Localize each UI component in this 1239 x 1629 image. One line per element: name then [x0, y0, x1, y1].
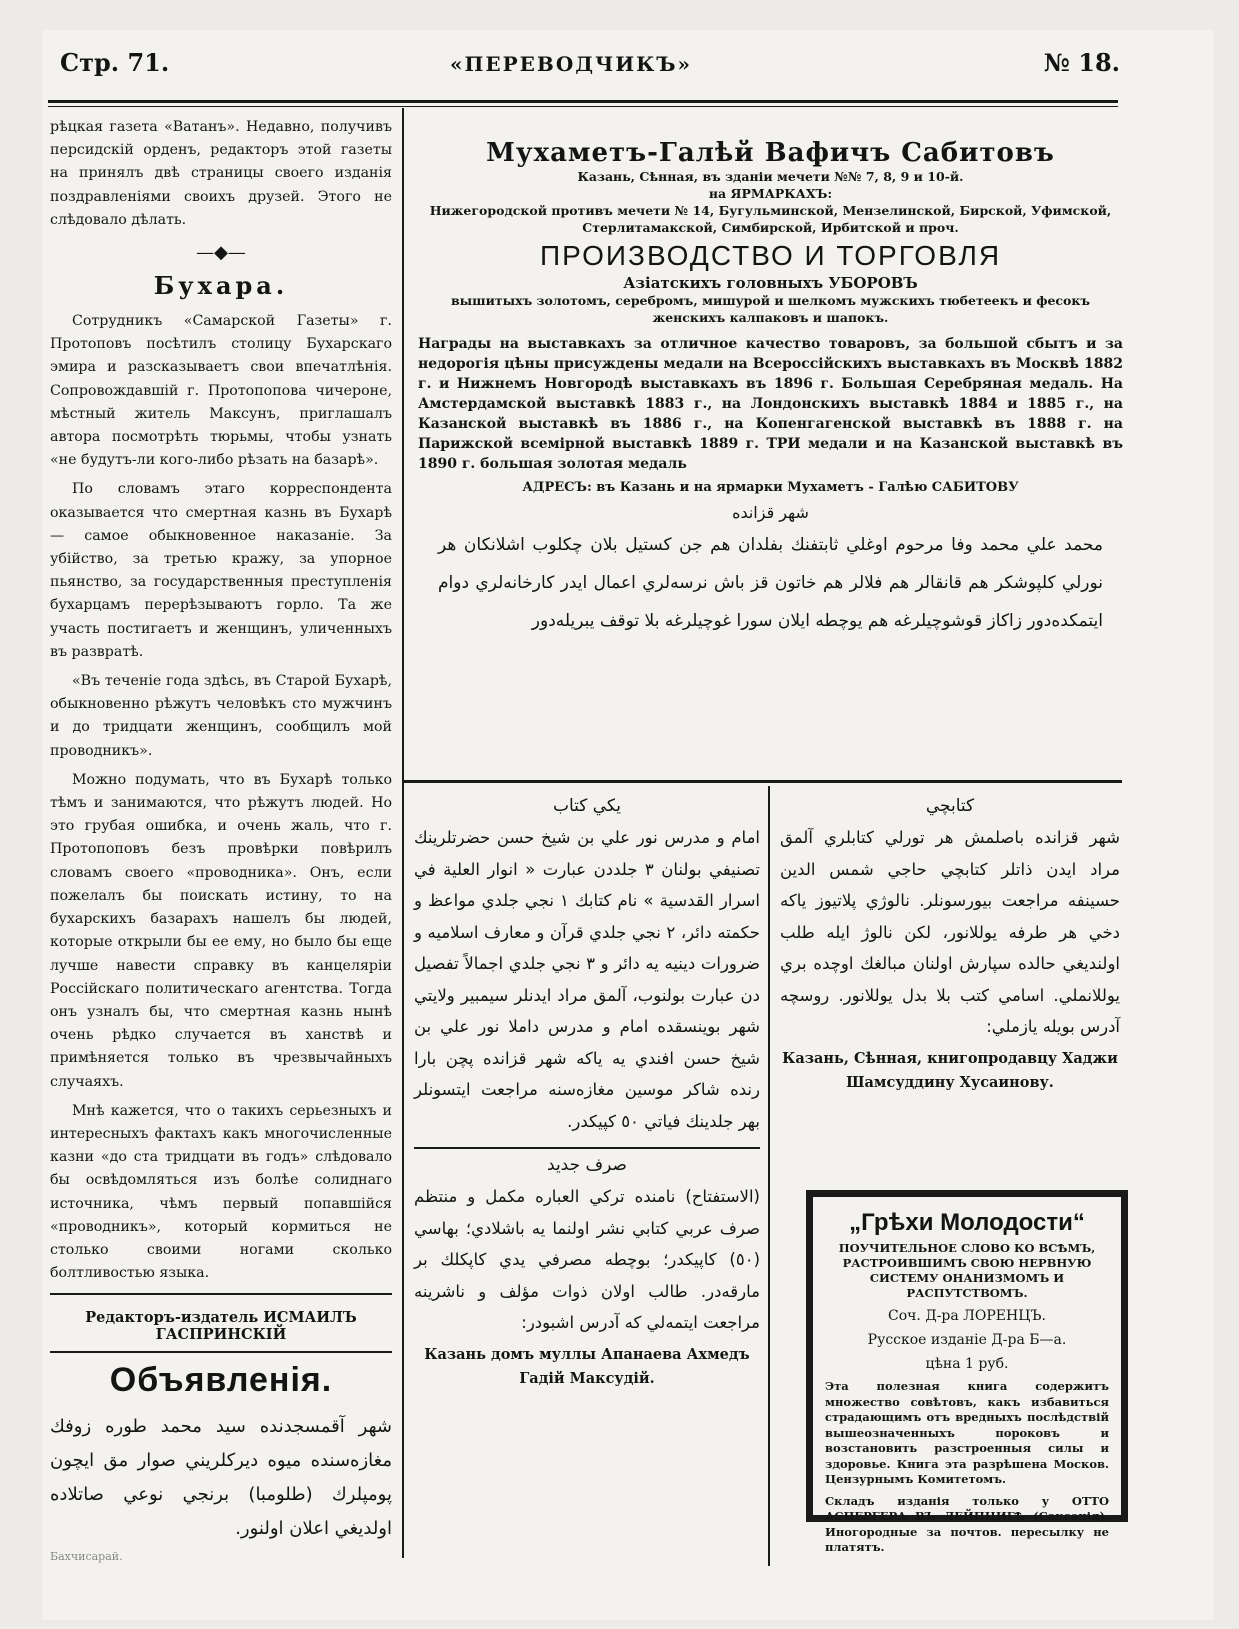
ad-subheadline: Азіатскихъ головныхъ УБОРОВЪ	[623, 274, 918, 292]
article-paragraph: Можно подумать, что въ Бухарѣ только тѣмъ и занимаются, что рѣжутъ людей. Но это грубая ошибка, и очень жаль, что г. Протопоповъ безъ провѣрки повѣрилъ словамъ своего «проводника». Онъ, если пожелалъ бы поискать истину, то на бухарскихъ базарахъ нашелъ бы людей, которые открыли бы ее ему, но было бы еще лучше навести справку въ канцеляріи Россійскаго политическаго агентства. Тогда онъ узналъ бы, что смертная казнь нынѣ очень рѣдко случается въ ханствѣ и примѣняется только въ чрезвычайныхъ случаяхъ.	[50, 771, 392, 1090]
article-paragraph: «Въ теченіе года здѣсь, въ Старой Бухарѣ, обыкновенно рѣжутъ человѣкъ сто мужчинъ и до тридцати женщинъ, сообщилъ мой проводникъ».	[50, 673, 392, 759]
divider	[50, 1293, 392, 1295]
bookseller-heading: كتابچي	[925, 796, 975, 816]
box-edition: Русское изданіе Д-ра Б—а.	[867, 1332, 1067, 1348]
header-rule	[48, 100, 1118, 103]
box-title: „Грѣхи Молодости“	[849, 1209, 1085, 1236]
ornament-divider: —◆—	[196, 242, 246, 264]
divider	[50, 1351, 392, 1353]
ad-arabic-text: محمد علي محمد وفا مرحوم اوغلي ثابتفنك بفلدان هم جن كستيل بلان چكلوب اشلانكان هر نورلي كلپوشكر هم قانقالر هم فلالر هم خاتون قز باش نرسەلري اعمال ايدر كارخانەلري دوام ايتمكدەدور زاكاز قوشوچيلرغه هم يوچطه ايلان سورا غوچيلرغه بلا توقف يبريلەدور	[438, 535, 1103, 631]
new-book-column	[414, 790, 760, 1391]
announcements-heading: Объявленія.	[109, 1361, 333, 1400]
ad-headline: ПРОИЗВОДСТВО И ТОРГОВЛЯ	[539, 240, 1002, 271]
fairs-list: Нижегородской противъ мечети № 14, Бугульминской, Мензелинской, Бирской, Уфимской, Стерлитамакской, Симбирской, Ирбитской и проч.	[429, 203, 1112, 235]
bookseller-column	[780, 790, 1120, 1095]
new-book-heading: يكي كتاب	[552, 796, 622, 816]
grammar-address: Казань домъ муллы Апанаева Ахмедъ Гадій Максудій.	[424, 1345, 750, 1387]
fairs-label: на ЯРМАРКАХЪ:	[708, 186, 833, 201]
ad-arabic-heading: شهر قزانده	[732, 503, 809, 522]
column-divider-secondary	[768, 786, 770, 1566]
printer-imprint: Бахчисарай.	[50, 1550, 123, 1564]
top-advertisement	[418, 138, 1123, 640]
ad-details: вышитыхъ золотомъ, серебромъ, мишурой и шелкомъ мужскихъ тюбетеекъ и фесокъ женскихъ калпаковъ и шапокъ.	[450, 293, 1091, 325]
ad-address: АДРЕСЪ: въ Казань и на ярмарки Мухаметъ - Галѣю САБИТОВУ	[522, 480, 1019, 495]
page-header	[60, 48, 1120, 88]
bookseller-text: شهر قزانده باصلمش هر تورلي كتابلري آلمق مراد ايدن ذاتلر كتابچي حاجي شمس الدين حسينفه مراجعت بيورسونلر. نالوژي پلاتيوز ياكه دخي هر طرفه يوللانور، لكن نالوژ ايله طلب اولنديغي حالده سپارش اولنان مبالغك اوچده بري يوللانملي. اسامي كتب بلا بدل يوللانور. روسچه آدرس بويله يازملي:	[780, 828, 1120, 1036]
box-subtitle: ПОУЧИТЕЛЬНОЕ СЛОВО КО ВСѢМЪ, РАСТРОИВШИМЪ СВОЮ НЕРВНУЮ СИСТЕМУ ОНАНИЗМОМЪ И РАСПУТСТВОМЪ.	[838, 1241, 1096, 1300]
intro-paragraph: рѣцкая газета «Ватанъ». Недавно, получивъ персидскій орденъ, редакторъ этой газеты на принялъ двѣ страницы своего изданія поздравленіями своихъ друзей. Этого не слѣдовало дѣлать.	[50, 119, 392, 228]
merchant-name: Мухаметъ-Галѣй Вафичъ Сабитовъ	[486, 138, 1055, 168]
grammar-heading: صرف جديد	[547, 1155, 627, 1175]
issue-number: № 18.	[1043, 48, 1120, 77]
page-number: Стр. 71.	[60, 48, 170, 77]
new-book-text: امام و مدرس نور علي بن شيخ حسن حضرتلرينك تصنيفي بولنان ٣ جلددن عبارت « انوار العلية في اسرار القدسية » نام كتابك ١ نجي جلدي مواعظ و حكمته دائر، ٢ نجي جلدي قرآن و معارف اسلاميه و ضرورات دينيه يه دائر و ٣ نجي جلدي اجمالاً تفصيل دن عبارت بولنوب، آلمق مراد ايدنلر سيمبير ولايتي شهر بوينسقده امام و مدرس داملا نور علي بن شيخ حسن افندي يه ياكه شهر قزانده پچن بارا رنده شاكر موسين مغازەسنه مراجعت ايتسونلر بهر جلدينك فياتي ٥٠ كپيكدر.	[414, 828, 760, 1131]
box-body: Эта полезная книга содержитъ множество совѣтовъ, какъ избавиться страдающимъ отъ вредныхъ послѣдствій вышеозначенныхъ пороковъ и возстановить разстроенныя силы и здоровье. Книга эта разрѣшена Москов. Цензурнымъ Комитетомъ.	[825, 1379, 1109, 1486]
newspaper-title: «ПЕРЕВОДЧИКЪ»	[450, 52, 693, 76]
ad-awards: Награды на выставкахъ за отличное качество товаровъ, за большой сбытъ и за недорогія цѣны присуждены медали на Всероссійскихъ выставкахъ въ Москвѣ 1882 г. и Нижнемъ Новгородѣ выставкахъ въ 1896 г. Большая Серебряная медаль. На Амстердамской выставкѣ 1883 г., на Лондонскихъ выставкѣ 1884 и 1885 г., на Казанской выставкѣ въ 1886 г., на Копенгагенской выставкѣ въ 1888 г. на Парижской всемірной выставкѣ 1889 г. ТРИ медали и на Казанской выставкѣ въ 1890 г. большая золотая медаль	[418, 336, 1123, 472]
merchant-location: Казань, Сѣнная, въ зданіи мечети №№ 7, 8, 9 и 10-й.	[577, 169, 964, 184]
boxed-advertisement	[806, 1190, 1128, 1554]
box-price: цѣна 1 руб.	[925, 1356, 1009, 1372]
bookseller-address: Казань, Сѣнная, книгопродавцу Хаджи Шамсуддину Хусаинову.	[782, 1049, 1118, 1091]
editor-line: Редакторъ-издатель ИСМАИЛЪ ГАСПРИНСКІЙ	[85, 1309, 357, 1344]
header-rule-thin	[48, 106, 1118, 107]
grammar-text: (الاستفتاح) نامنده تركي العبارە مكمل و منتظم صرف عربي كتابي نشر اولنما يه باشلادي؛ بهاسي (٥٠) كاپيكدر؛ بوچطه مصرفي يدي كاپكلك بر مارقەدر. طالب اولان ذوات مؤلف و ناشرينه مراجعت ايتمەلي كه آدرس اشبودر:	[414, 1187, 760, 1332]
article-paragraph: Мнѣ кажется, что о такихъ серьезныхъ и интересныхъ фактахъ какъ многочисленные казни «до ста тридцати въ годъ» слѣдовало бы освѣдомляться изъ болѣе солиднаго источника, чѣмъ первый попавшійся «проводникъ», который кормиться не столько своими ногами сколько болтливостью языка.	[50, 1102, 392, 1282]
announcement-text: شهر آقمسجدنده سيد محمد طورە زوفك مغازەسنده ميوە ديركلريني صوار مق ايچون پومپلرك (طلومبا) برنجي نوعي صاتلادە اولديغي اعلان اولنور.	[50, 1416, 392, 1540]
divider	[414, 1147, 760, 1149]
left-column	[50, 116, 392, 1563]
article-paragraph: По словамъ этаго корреспондента оказывается что смертная казнь въ Бухарѣ — самое обыкновенное наказаніе. За убійство, за третью кражу, за упорное пьянство, за государственныя преступленія бухарцамъ перерѣзываютъ горло. Та же участь постигаетъ и женщинъ, уличенныхъ въ развратѣ.	[50, 481, 392, 660]
column-divider	[402, 108, 404, 1558]
box-footer: Складъ изданія только у ОТТО АСПЕРГЕРА ВЪ ЛЕЙПЦИГѢ (Саксонія). Иногородные за почтов. пересылку не платятъ.	[825, 1493, 1109, 1554]
section-rule	[402, 780, 1122, 783]
box-author: Соч. Д-ра ЛОРЕНЦЪ.	[888, 1308, 1046, 1324]
article-paragraph: Сотрудникъ «Самарской Газеты» г. Протоповъ посѣтилъ столицу Бухарскаго эмира и разсказываетъ свои впечатлѣнія. Сопровождавшій г. Протопопова чичероне, мѣстный житель Максунъ, приглашалъ автора посмотрѣть тюрьмы, чтобы узнать «не будутъ-ли кого-либо рѣзать на базарѣ».	[50, 313, 392, 469]
bukhara-heading: Бухара.	[153, 271, 289, 301]
